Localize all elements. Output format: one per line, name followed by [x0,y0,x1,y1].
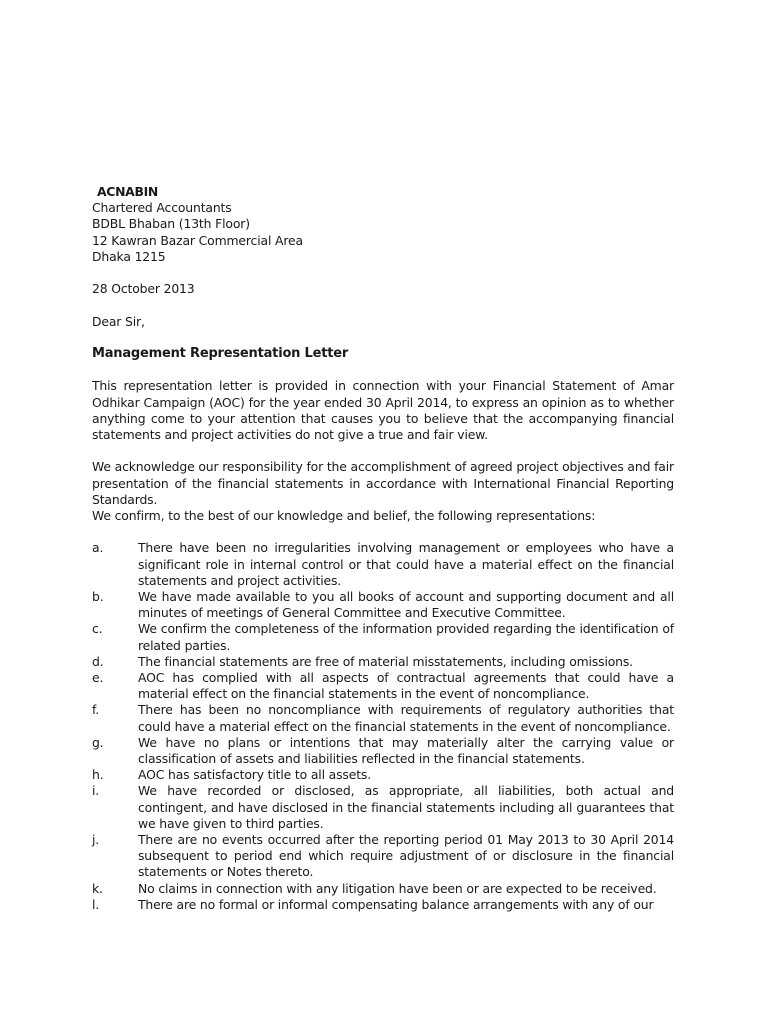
list-marker: l. [92,896,100,912]
spacer [92,330,674,346]
list-item-text: There have been no irregularities involving management or employees who have a significant role in internal control or that could have a material effect on the financial statements and project activities. [138,540,674,588]
list-marker: f. [92,702,100,718]
address-line-2: BDBL Bhaban (13th Floor) [92,216,250,232]
list-item [92,670,674,702]
letter-page [92,184,674,913]
confirmation-paragraph: We confirm, to the best of our knowledge and belief, the following representations: [92,507,596,523]
list-item [92,735,674,767]
spacer [92,524,674,540]
list-item [92,881,674,897]
address-line-4: Dhaka 1215 [92,248,166,264]
list-marker: j. [92,832,100,848]
list-item-text: We have recorded or disclosed, as appropriate, all liabilities, both actual and contingent, and have disclosed in the financial statements including all guarantees that we have given to third parties. [138,783,674,831]
spacer [92,265,674,281]
list-item [92,621,674,653]
intro-paragraph: This representation letter is provided in connection with your Financial Statement of Amar Odhikar Campaign (AOC) for the year ended 30 April 2014, to express an opinion as to whether anything come to your attention that causes you to believe that the accompanying financial statements and project activities do not give a true and fair view. [92,378,674,442]
list-marker: g. [92,734,104,750]
list-marker: i. [92,783,100,799]
list-item [92,540,674,589]
list-item-text: AOC has satisfactory title to all assets. [138,767,372,783]
address-line-1: Chartered Accountants [92,200,232,216]
list-item [92,589,674,621]
list-item-text: There are no formal or informal compensating balance arrangements with any of our [138,896,654,912]
list-marker: d. [92,653,104,669]
spacer [92,297,674,313]
list-item [92,783,674,832]
list-item [92,897,674,913]
list-item [92,767,674,783]
list-item [92,832,674,881]
salutation: Dear Sir, [92,313,145,329]
firm-name: ACNABIN [97,184,158,199]
list-item-text: We have made available to you all books of account and supporting document and all minutes of meetings of General Committee and Executive Committee. [138,588,674,621]
list-marker: k. [92,880,103,896]
list-item [92,654,674,670]
representations-list [92,540,674,913]
list-item-text: There are no events occurred after the reporting period 01 May 2013 to 30 April 2014 subsequent to period end which require adjustment of or disclosure in the financial statements or Notes thereto. [138,832,674,880]
list-item-text: We have no plans or intentions that may materially alter the carrying value or classification of assets and liabilities reflected in the financial statements. [138,734,674,767]
list-item-text: There has been no noncompliance with requirements of regulatory authorities that could have a material effect on the financial statements in the event of noncompliance. [138,702,674,734]
list-item-text: AOC has complied with all aspects of contractual agreements that could have a material effect on the financial statements in the event of noncompliance. [138,670,674,702]
spacer [92,443,674,459]
list-item-text: The financial statements are free of material misstatements, including omissions. [138,653,633,669]
responsibility-paragraph: We acknowledge our responsibility for the accomplishment of agreed project objectives and fair presentation of the financial statements in accordance with International Financial Reporting Standards. [92,459,674,507]
list-item-text: We confirm the completeness of the information provided regarding the identification of related parties. [138,621,674,653]
list-marker: b. [92,588,104,604]
list-item-text: No claims in connection with any litigation have been or are expected to be received. [138,880,657,896]
sender-address [92,184,674,265]
list-marker: e. [92,670,104,685]
spacer [92,362,674,378]
letter-title: Management Representation Letter [92,345,349,361]
letter-date: 28 October 2013 [92,281,195,297]
list-marker: c. [92,621,103,637]
list-marker: a. [92,540,104,556]
address-line-3: 12 Kawran Bazar Commercial Area [92,232,303,248]
list-marker: h. [92,767,104,783]
list-item [92,702,674,734]
